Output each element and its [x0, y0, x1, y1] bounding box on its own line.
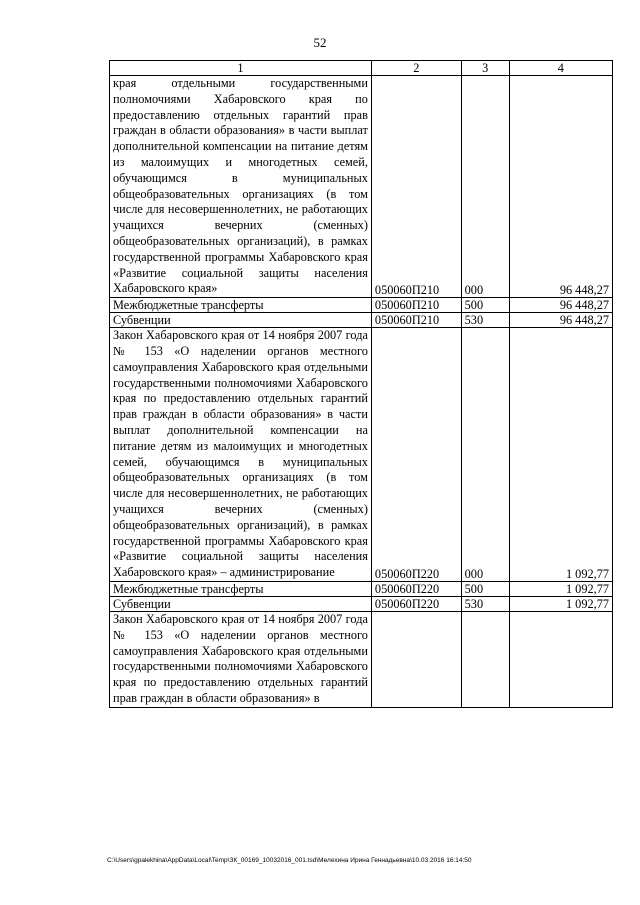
row-code: 050060П210 — [371, 76, 461, 298]
column-header: 2 — [371, 61, 461, 76]
row-code: 050060П210 — [371, 313, 461, 328]
row-description: Закон Хабаровского края от 14 ноября 2007 года № 153 «О наделении органов местного самоуправления Хабаровского края отдельными государственными полномочиями Хабаровского края по предоставлению отдельных гарантий прав граждан в области образования» в части выплат дополнительной компенсации на питание детям из малоимущих и многодетных семей, обучающимся в муниципальных общеобразовательных организациях (в том числе для несовершеннолетних, не работающих учащихся вечерних (сменных) общеобразовательных организаций), в рамках государственной программы Хабаровского края «Развитие социальной защиты населения Хабаровского края» – администрирование — [110, 328, 372, 582]
table-header-row — [110, 61, 613, 76]
row-description: края отдельными государственными полномочиями Хабаровского края по предоставлению отдельных гарантий прав граждан в области образования» в части выплат дополнительной компенсации на питание детям из малоимущих и многодетных семей, обучающимся в муниципальных общеобразовательных организациях (в том числе для несовершеннолетних, не работающих учащихся вечерних (сменных) общеобразовательных организаций), в рамках государственной программы Хабаровского края «Развитие социальной защиты населения Хабаровского края» — [110, 76, 372, 298]
row-amount: 96 448,27 — [509, 313, 612, 328]
table-row — [110, 76, 613, 298]
row-code: 050060П220 — [371, 581, 461, 596]
row-description: Субвенции — [110, 596, 372, 611]
table-row — [110, 581, 613, 596]
budget-table — [109, 60, 613, 708]
row-type: 500 — [461, 581, 509, 596]
row-type: 000 — [461, 328, 509, 582]
column-header: 3 — [461, 61, 509, 76]
table-row — [110, 596, 613, 611]
row-amount: 1 092,77 — [509, 596, 612, 611]
column-header: 1 — [110, 61, 372, 76]
row-type: 530 — [461, 313, 509, 328]
row-type: 000 — [461, 76, 509, 298]
row-type: 500 — [461, 298, 509, 313]
row-amount: 1 092,77 — [509, 581, 612, 596]
row-description: Субвенции — [110, 313, 372, 328]
row-code: 050060П210 — [371, 298, 461, 313]
row-amount: 1 092,77 — [509, 328, 612, 582]
footer-file-path: C:\Users\gpalekhina\AppData\Local\Temp\ЗК_00169_10032016_001.tsd\Мелехина Ирина Геннадьевна\10.03.2016 16:14:50 — [107, 857, 472, 864]
page-number: 52 — [313, 35, 327, 50]
table-row — [110, 328, 613, 582]
column-header: 4 — [509, 61, 612, 76]
row-description: Закон Хабаровского края от 14 ноября 2007 года № 153 «О наделении органов местного самоуправления Хабаровского края отдельными государственными полномочиями Хабаровского края по предоставлению отдельных гарантий прав граждан в области образования» в — [110, 611, 372, 707]
table-row — [110, 611, 613, 707]
row-description: Межбюджетные трансферты — [110, 298, 372, 313]
table-row — [110, 298, 613, 313]
row-description: Межбюджетные трансферты — [110, 581, 372, 596]
table-row — [110, 313, 613, 328]
row-code — [371, 611, 461, 707]
row-type — [461, 611, 509, 707]
row-code: 050060П220 — [371, 596, 461, 611]
row-amount — [509, 611, 612, 707]
row-amount: 96 448,27 — [509, 76, 612, 298]
row-code: 050060П220 — [371, 328, 461, 582]
row-type: 530 — [461, 596, 509, 611]
row-amount: 96 448,27 — [509, 298, 612, 313]
